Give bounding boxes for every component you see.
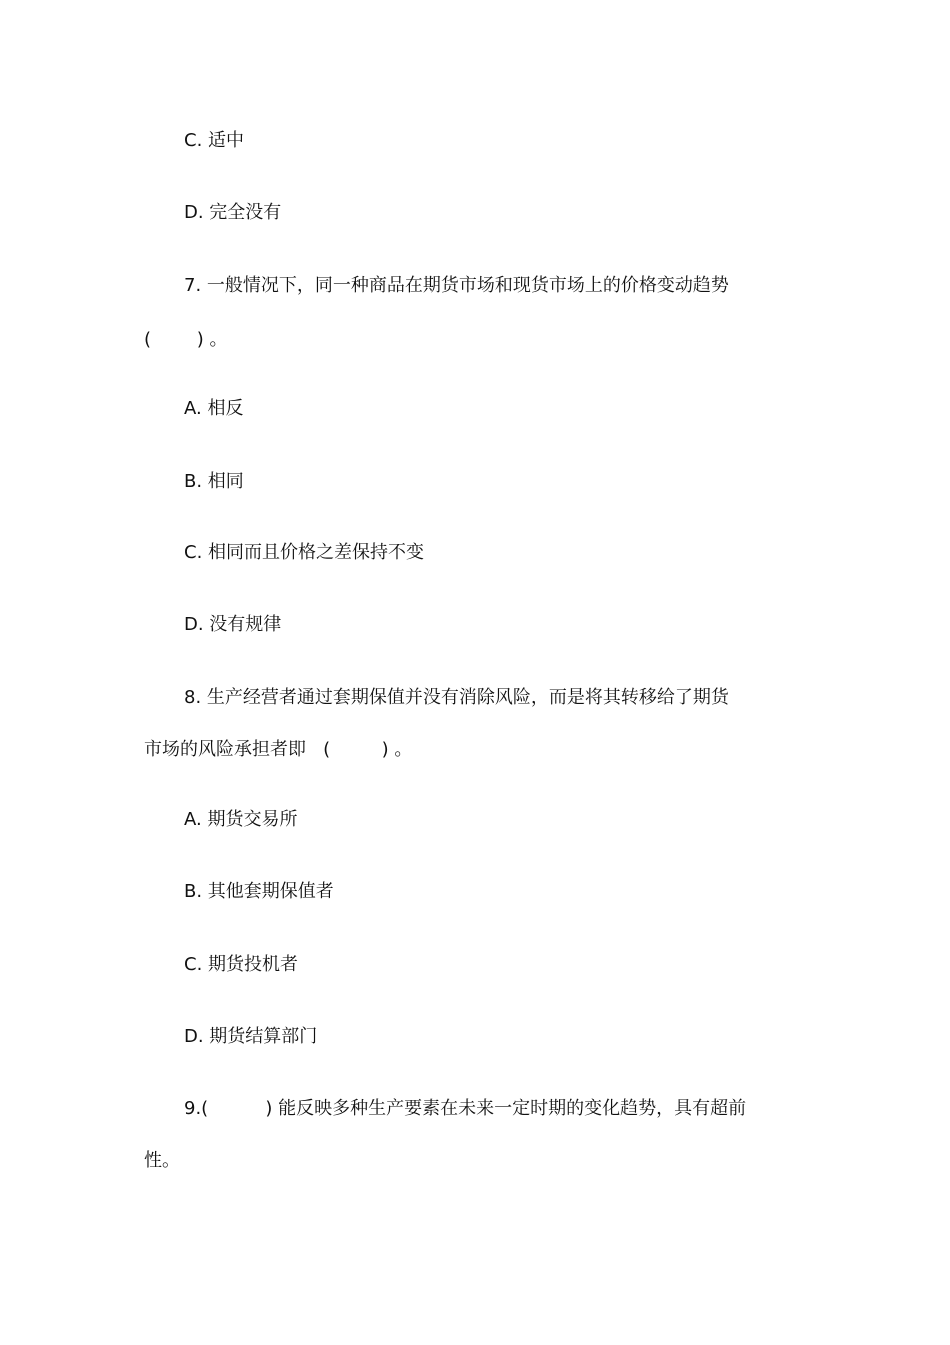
question-6-option-c: C. 适中	[184, 130, 245, 151]
question-7-option-b: B. 相同	[184, 471, 244, 492]
question-8-option-c: C. 期货投机者	[184, 954, 299, 975]
question-9-text-continued: 性。	[144, 1150, 180, 1171]
question-9-text: 9.( ) 能反映多种生产要素在未来一定时期的变化趋势，具有超前	[184, 1098, 747, 1119]
question-8-option-a: A. 期货交易所	[184, 809, 298, 830]
question-8-option-d: D. 期货结算部门	[184, 1026, 318, 1047]
question-8-text: 8. 生产经营者通过套期保值并没有消除风险，而是将其转移给了期货	[184, 687, 729, 708]
question-8-text-continued: 市场的风险承担者即 ( ) 。	[144, 739, 413, 760]
question-8-option-b: B. 其他套期保值者	[184, 881, 334, 902]
question-7-option-c: C. 相同而且价格之差保持不变	[184, 542, 425, 563]
question-7-text-continued: ( ) 。	[144, 329, 228, 350]
question-7-option-a: A. 相反	[184, 398, 244, 419]
question-6-option-d: D. 完全没有	[184, 202, 282, 223]
question-7-option-d: D. 没有规律	[184, 614, 282, 635]
question-7-text: 7. 一般情况下，同一种商品在期货市场和现货市场上的价格变动趋势	[184, 275, 729, 296]
